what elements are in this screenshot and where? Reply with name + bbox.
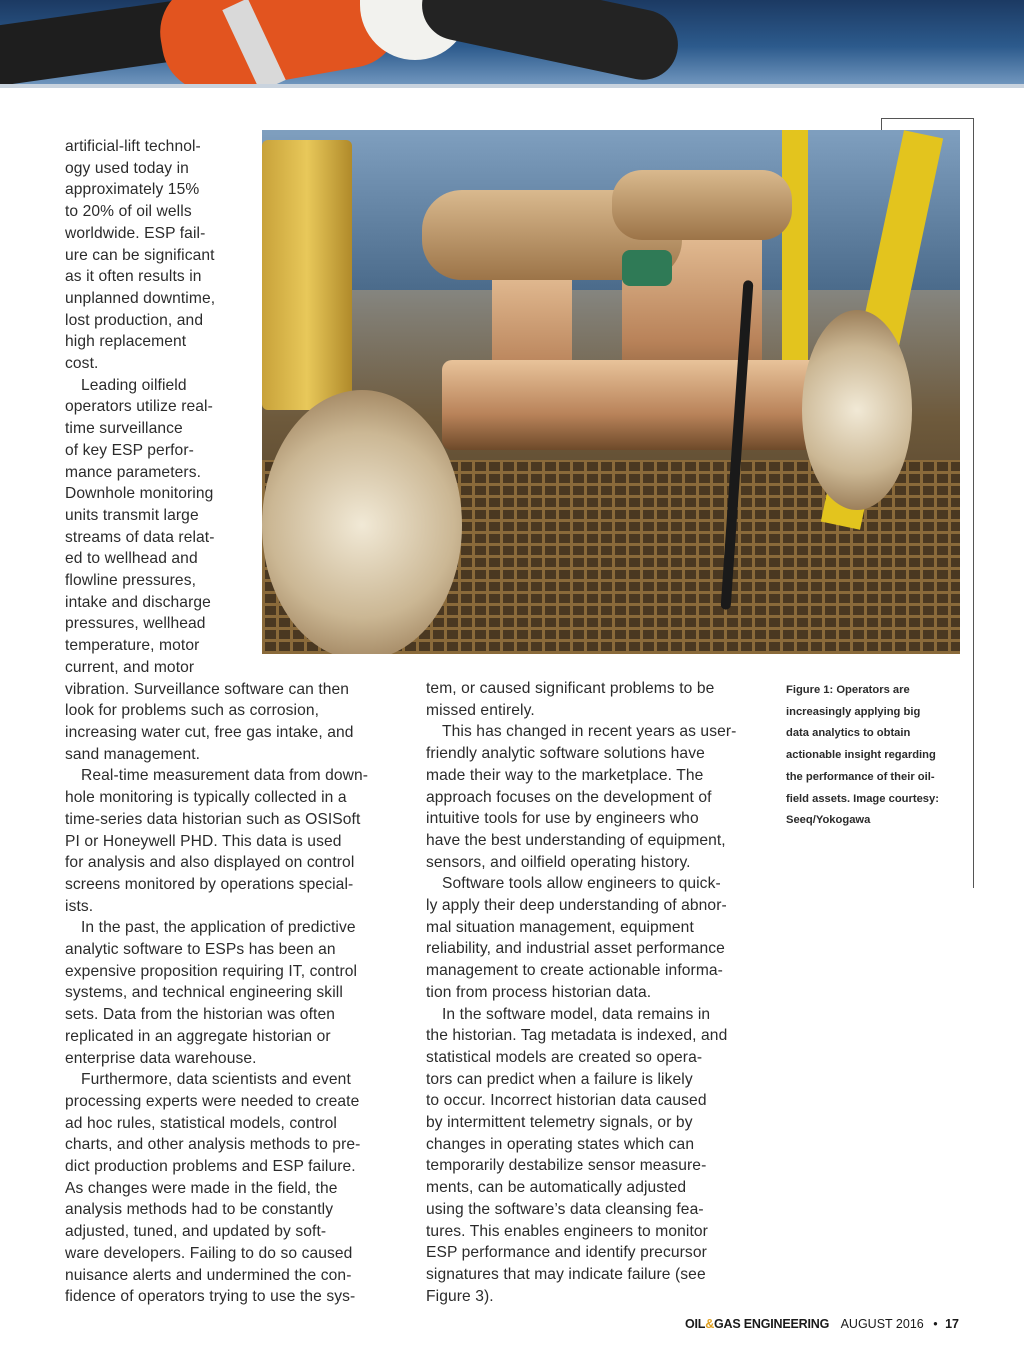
text-line: using the software’s data cleansing fea-: [426, 1200, 704, 1218]
text-line: artificial-lift technol-: [65, 138, 201, 155]
text-line: operators utilize real-: [65, 398, 213, 416]
text-line: statistical models are created so opera-: [426, 1048, 703, 1066]
text-line: increasingly applying big: [786, 705, 921, 718]
text-line: In the past, the application of predictive: [81, 919, 356, 937]
text-line: cost.: [65, 355, 99, 373]
ampersand: &: [705, 1317, 715, 1331]
page-footer: [685, 1317, 959, 1331]
text-line: reliability, and industrial asset performance: [426, 940, 725, 958]
text-line: ed to wellhead and: [65, 550, 198, 568]
paragraph: [65, 1069, 368, 1308]
text-line: tem, or caused significant problems to be: [426, 680, 715, 697]
text-line: sand management.: [65, 745, 201, 763]
paragraph: [65, 917, 368, 1069]
paragraph: [65, 375, 368, 766]
text-line: unplanned downtime,: [65, 289, 216, 307]
text-line: PI or Honeywell PHD. This data is used: [65, 832, 342, 850]
text-line: vibration. Surveillance software can then: [65, 680, 350, 698]
text-line: time-series data historian such as OSISoft: [65, 810, 361, 828]
text-line: flowline pressures,: [65, 572, 197, 590]
text-line: Furthermore, data scientists and event: [81, 1071, 351, 1089]
text-line: processing experts were needed to create: [65, 1092, 360, 1110]
text-line: intuitive tools for use by engineers who: [426, 810, 699, 828]
text-line: ogy used today in: [65, 159, 189, 177]
text-line: have the best understanding of equipment,: [426, 831, 726, 849]
text-line: for analysis and also displayed on control: [65, 854, 355, 872]
paragraph: [426, 873, 736, 1003]
text-line: the performance of their oil-: [786, 770, 935, 783]
caption-frame-right: [973, 118, 974, 888]
caption-frame-tick: [881, 118, 882, 130]
text-line: approach focuses on the development of: [426, 788, 712, 806]
text-line: lost production, and: [65, 311, 204, 329]
footer-separator: •: [933, 1317, 938, 1331]
text-line: ESP performance and identify precursor: [426, 1244, 707, 1262]
caption-frame-top: [881, 118, 974, 119]
text-line: Downhole monitoring: [65, 485, 214, 503]
text-line: made their way to the marketplace. The: [426, 766, 704, 784]
text-line: Leading oilfield: [81, 376, 187, 394]
text-line: In the software model, data remains in: [442, 1005, 711, 1023]
text-line: by intermittent telemetry signals, or by: [426, 1114, 693, 1132]
text-line: look for problems such as corrosion,: [65, 702, 320, 720]
article-column-2: [426, 678, 736, 1307]
text-line: current, and motor: [65, 658, 195, 676]
text-line: streams of data relat-: [65, 528, 215, 546]
text-line: missed entirely.: [426, 701, 535, 719]
text-line: systems, and technical engineering skill: [65, 984, 343, 1002]
text-line: friendly analytic software solutions have: [426, 745, 705, 763]
text-line: ly apply their deep understanding of abnor-: [426, 897, 727, 915]
text-line: Real-time measurement data from down-: [81, 767, 369, 785]
text-line: field assets. Image courtesy:: [786, 792, 939, 805]
paragraph: [426, 1004, 736, 1308]
text-line: actionable insight regarding: [786, 749, 936, 762]
text-line: the historian. Tag metadata is indexed, and: [426, 1027, 728, 1045]
text-line: charts, and other analysis methods to pre-: [65, 1136, 361, 1154]
paragraph: [65, 136, 368, 375]
text-line: high replacement: [65, 333, 187, 351]
article-column-1: [65, 136, 368, 1308]
text-line: ists.: [65, 897, 94, 915]
paragraph: [426, 678, 736, 721]
publication-name: OIL&GAS ENGINEERING: [684, 1317, 830, 1331]
text-line: mance parameters.: [65, 463, 202, 481]
text-line: worldwide. ESP fail-: [65, 224, 206, 242]
text-line: approximately 15%: [65, 181, 200, 199]
text-line: screens monitored by operations special-: [65, 875, 354, 893]
text-line: temperature, motor: [65, 637, 200, 655]
text-line: This has changed in recent years as user-: [442, 723, 737, 741]
text-line: to 20% of oil wells: [65, 203, 192, 221]
paragraph: [426, 721, 736, 873]
text-line: time surveillance: [65, 420, 183, 438]
text-line: ware developers. Failing to do so caused: [65, 1244, 353, 1262]
banner-divider: [0, 84, 1024, 88]
text-line: signatures that may indicate failure (see: [426, 1265, 706, 1283]
text-line: tion from process historian data.: [426, 983, 652, 1001]
text-line: sensors, and oilfield operating history.: [426, 853, 691, 871]
issue-date: AUGUST 2016: [840, 1317, 924, 1331]
text-line: ure can be significant: [65, 246, 215, 264]
text-line: fidence of operators trying to use the sys-: [65, 1288, 356, 1306]
text-line: Seeq/Yokogawa: [786, 814, 871, 827]
text-line: adjusted, tuned, and updated by soft-: [65, 1223, 327, 1241]
text-line: analytic software to ESPs has been an: [65, 941, 336, 959]
text-line: dict production problems and ESP failure.: [65, 1158, 356, 1176]
text-line: temporarily destabilize sensor measure-: [426, 1157, 707, 1175]
text-line: changes in operating states which can: [426, 1135, 695, 1153]
text-line: hole monitoring is typically collected in a: [65, 789, 347, 807]
text-line: tors can predict when a failure is likely: [426, 1070, 693, 1088]
text-line: mal situation management, equipment: [426, 918, 694, 936]
page-number: 17: [945, 1317, 959, 1331]
figure-1-caption: [786, 680, 966, 832]
text-line: Figure 3).: [426, 1287, 494, 1305]
text-line: pressures, wellhead: [65, 615, 206, 633]
text-line: to occur. Incorrect historian data caused: [426, 1092, 707, 1110]
text-line: management to create actionable informa-: [426, 962, 723, 980]
text-line: intake and discharge: [65, 593, 211, 611]
text-line: as it often results in: [65, 268, 202, 286]
text-line: Figure 1: Operators are: [786, 684, 910, 696]
text-line: increasing water cut, free gas intake, and: [65, 723, 354, 741]
text-line: units transmit large: [65, 506, 199, 524]
text-line: replicated in an aggregate historian or: [65, 1027, 331, 1045]
text-line: As changes were made in the field, the: [65, 1179, 338, 1197]
text-line: ad hoc rules, statistical models, control: [65, 1114, 337, 1132]
text-line: enterprise data warehouse.: [65, 1049, 257, 1067]
text-line: data analytics to obtain: [786, 727, 911, 740]
text-line: nuisance alerts and undermined the con-: [65, 1266, 352, 1284]
paragraph: [65, 765, 368, 917]
text-line: tures. This enables engineers to monitor: [426, 1222, 708, 1240]
text-line: Software tools allow engineers to quick-: [442, 875, 721, 893]
header-photo-banner: [0, 0, 1024, 84]
text-line: analysis methods had to be constantly: [65, 1201, 334, 1219]
text-line: sets. Data from the historian was often: [65, 1006, 335, 1024]
text-line: ments, can be automatically adjusted: [426, 1179, 687, 1197]
text-line: of key ESP perfor-: [65, 441, 194, 459]
text-line: expensive proposition requiring IT, control: [65, 962, 358, 980]
